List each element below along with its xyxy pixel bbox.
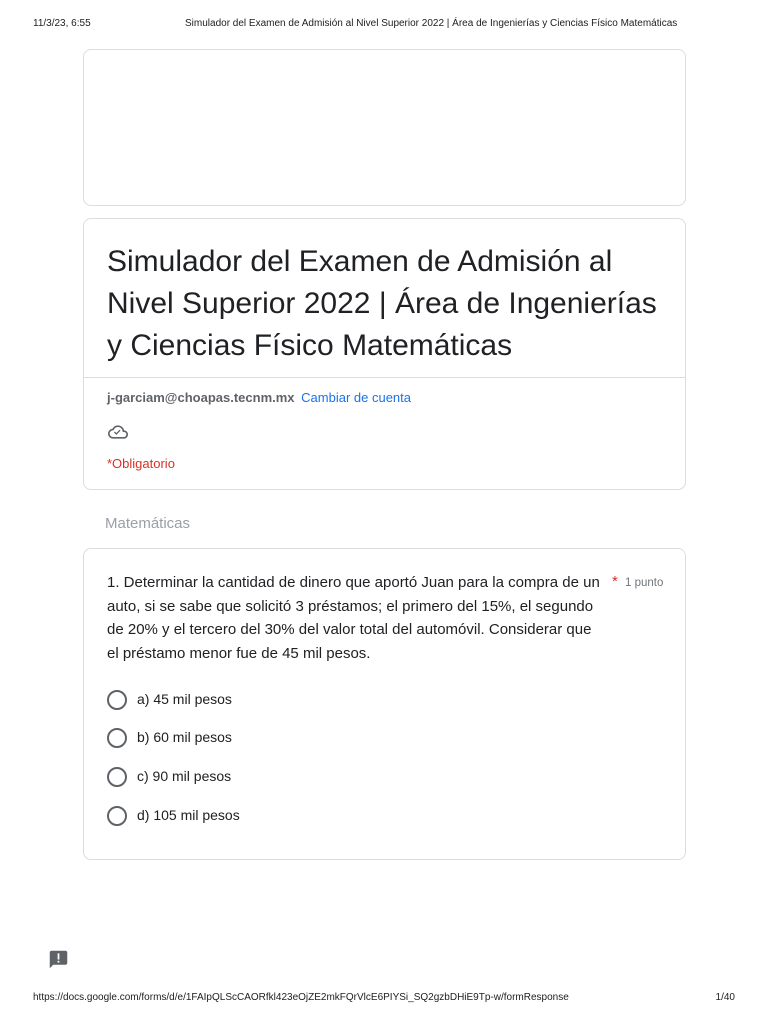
print-date: 11/3/23, 6:55	[33, 18, 91, 29]
header-divider	[84, 377, 685, 378]
question-card	[83, 548, 686, 860]
print-footer	[33, 992, 735, 1006]
radio-button[interactable]	[107, 806, 127, 826]
option-label: c) 90 mil pesos	[137, 768, 232, 784]
account-email: j-garciam@choapas.tecnm.mx	[107, 390, 295, 405]
required-note: *Obligatorio	[107, 456, 175, 471]
print-page-number: 1/40	[715, 992, 735, 1003]
radio-button[interactable]	[107, 690, 127, 710]
form-header-card	[83, 218, 686, 490]
print-title: Simulador del Examen de Admisión al Nivel Superior 2022 | Área de Ingenierías y Ciencias Físico Matemáticas	[185, 18, 678, 29]
option-label: d) 105 mil pesos	[137, 807, 240, 823]
option-c[interactable]	[107, 766, 507, 788]
section-title: Matemáticas	[105, 515, 191, 532]
form-title: Simulador del Examen de Admisión al Nivel Superior 2022 | Área de Ingenierías y Ciencias Físico Matemáticas	[107, 245, 657, 362]
required-asterisk: *	[612, 573, 618, 590]
cloud-check-icon	[107, 422, 129, 442]
option-d[interactable]	[107, 805, 507, 827]
option-label: b) 60 mil pesos	[137, 729, 232, 745]
question-text: 1. Determinar la cantidad de dinero que aportó Juan para la compra de un auto, si se sabe que solicitó 3 préstamos; el primero del 15%, el segundo de 20% y el tercero del 30% del valor total del automóvil. Considerar que el préstamo menor fue de 45 mil pesos.	[107, 574, 600, 662]
print-url: https://docs.google.com/forms/d/e/1FAIpQLScCAORfkl423eOjZE2mkFQrVlcE6PIYSi_SQ2gzbDHiE9Tp-w/formResponse	[33, 992, 569, 1003]
switch-account-link[interactable]: Cambiar de cuenta	[301, 390, 411, 405]
report-problem-icon[interactable]	[48, 949, 69, 970]
radio-button[interactable]	[107, 728, 127, 748]
account-row	[107, 390, 411, 405]
radio-button[interactable]	[107, 767, 127, 787]
option-a[interactable]	[107, 689, 507, 711]
option-b[interactable]	[107, 727, 507, 749]
form-banner	[83, 49, 686, 206]
print-header	[33, 18, 735, 32]
question-points: 1 punto	[625, 577, 664, 589]
option-label: a) 45 mil pesos	[137, 691, 232, 707]
